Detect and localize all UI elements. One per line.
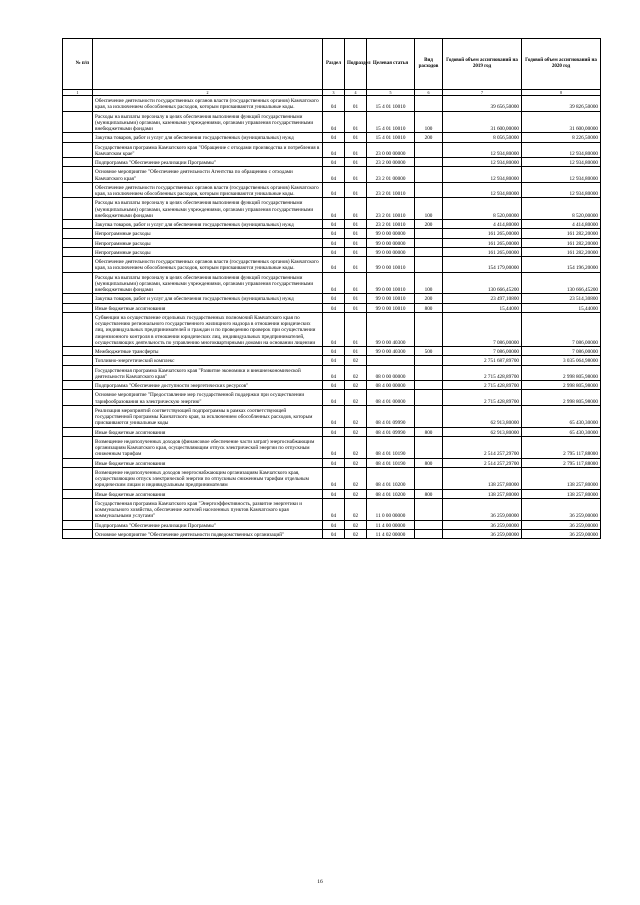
table-row xyxy=(63,133,601,142)
row-subsection-cell: 02 xyxy=(345,427,367,436)
row-2020-cell: 7 086,00000 xyxy=(522,347,601,356)
table-row xyxy=(63,142,601,158)
row-index-cell xyxy=(63,381,93,390)
row-index-cell xyxy=(63,229,93,238)
row-name-cell: Иные бюджетные ассигнования xyxy=(93,489,323,498)
row-subsection-cell: 01 xyxy=(345,198,367,220)
table-row xyxy=(63,347,601,356)
row-name-cell: Иные бюджетные ассигнования xyxy=(93,427,323,436)
row-index-cell xyxy=(63,356,93,365)
row-name-cell: Возмещение недополученных доходов (финансовое обеспечение части затрат) энергоснабжающим организациям Камчатского края, осуществляющим отпуск электрической энергии по отпускным сниженным тарифам xyxy=(93,436,323,458)
row-expense-type-cell xyxy=(415,238,443,247)
row-2020-cell: 138 257,80000 xyxy=(522,467,601,489)
row-section-cell: 04 xyxy=(323,96,345,112)
row-section-cell: 04 xyxy=(323,427,345,436)
row-target-cell: 15 4 01 10010 xyxy=(367,111,415,133)
row-subsection-cell: 02 xyxy=(345,365,367,381)
row-subsection-cell: 01 xyxy=(345,229,367,238)
row-expense-type-cell xyxy=(415,167,443,183)
row-expense-type-cell: 100 xyxy=(415,272,443,294)
row-index-cell xyxy=(63,111,93,133)
row-section-cell: 04 xyxy=(323,529,345,538)
row-2020-cell: 12 934,80000 xyxy=(522,182,601,198)
row-subsection-cell: 02 xyxy=(345,489,367,498)
row-2019-cell: 39 656,50000 xyxy=(443,96,522,112)
row-2020-cell: 8 520,00000 xyxy=(522,198,601,220)
column-number: 2 xyxy=(93,90,323,96)
row-2019-cell: 12 934,80000 xyxy=(443,167,522,183)
row-target-cell: 23 2 01 10010 xyxy=(367,220,415,229)
row-index-cell xyxy=(63,96,93,112)
row-section-cell: 04 xyxy=(323,458,345,467)
row-expense-type-cell xyxy=(415,529,443,538)
row-section-cell: 04 xyxy=(323,312,345,346)
row-expense-type-cell xyxy=(415,158,443,167)
row-expense-type-cell xyxy=(415,356,443,365)
row-subsection-cell: 02 xyxy=(345,436,367,458)
row-index-cell xyxy=(63,489,93,498)
row-index-cell xyxy=(63,133,93,142)
row-2019-cell: 138 257,80000 xyxy=(443,489,522,498)
row-subsection-cell: 01 xyxy=(345,247,367,256)
row-2019-cell: 15,44000 xyxy=(443,303,522,312)
row-name-cell: Возмещение недополученных доходов энергоснабжающим организациям Камчатского края, осуществляющим отпуск электрической энергии по отпускным сниженным тарифам отдельным юридическим лицам и индивидуальным предпринимателям xyxy=(93,467,323,489)
row-target-cell: 11 4 02 00000 xyxy=(367,529,415,538)
row-expense-type-cell xyxy=(415,142,443,158)
row-subsection-cell: 01 xyxy=(345,272,367,294)
row-section-cell: 04 xyxy=(323,489,345,498)
row-subsection-cell: 02 xyxy=(345,520,367,529)
row-index-cell xyxy=(63,198,93,220)
column-number: 6 xyxy=(415,90,443,96)
row-section-cell: 04 xyxy=(323,294,345,303)
row-expense-type-cell xyxy=(415,229,443,238)
row-subsection-cell: 01 xyxy=(345,167,367,183)
row-name-cell: Расходы на выплаты персоналу в целях обеспечения выполнения функций государственными (муниципальными) органами, казенными учреждениями, органами управления государственными внебюджетными фондами xyxy=(93,198,323,220)
row-expense-type-cell: 800 xyxy=(415,303,443,312)
row-index-cell xyxy=(63,312,93,346)
row-2019-cell: 161 265,00000 xyxy=(443,247,522,256)
row-2019-cell: 36 259,00000 xyxy=(443,529,522,538)
table-row xyxy=(63,365,601,381)
row-subsection-cell: 01 xyxy=(345,294,367,303)
row-expense-type-cell xyxy=(415,436,443,458)
row-target-cell: 99 0 00 10010 xyxy=(367,257,415,273)
row-2020-cell: 36 259,00000 xyxy=(522,498,601,520)
table-row xyxy=(63,356,601,365)
row-index-cell xyxy=(63,247,93,256)
row-2020-cell: 23 514,30800 xyxy=(522,294,601,303)
row-2019-cell: 2 751 687,89700 xyxy=(443,356,522,365)
table-row xyxy=(63,458,601,467)
row-name-cell: Основное мероприятие "Предоставление мер государственной поддержки при осуществлении тарифообразования на электрическую энергию" xyxy=(93,390,323,406)
row-expense-type-cell: 100 xyxy=(415,111,443,133)
column-number: 8 xyxy=(522,90,601,96)
row-2020-cell: 31 600,00000 xyxy=(522,111,601,133)
row-expense-type-cell xyxy=(415,247,443,256)
row-2019-cell: 2 715 428,89700 xyxy=(443,381,522,390)
row-2019-cell: 130 666,45200 xyxy=(443,272,522,294)
header-index: № п/п xyxy=(63,39,93,90)
row-2019-cell: 7 086,00000 xyxy=(443,347,522,356)
table-row xyxy=(63,294,601,303)
row-2020-cell: 15,44000 xyxy=(522,303,601,312)
row-section-cell: 04 xyxy=(323,257,345,273)
header-section: Раздел xyxy=(323,39,345,90)
row-index-cell xyxy=(63,427,93,436)
row-index-cell xyxy=(63,294,93,303)
table-row xyxy=(63,111,601,133)
row-2020-cell: 12 934,80000 xyxy=(522,142,601,158)
row-target-cell: 23 2 00 00000 xyxy=(367,158,415,167)
row-name-cell: Иные бюджетные ассигнования xyxy=(93,303,323,312)
row-target-cell: 99 0 00 40300 xyxy=(367,347,415,356)
row-subsection-cell: 02 xyxy=(345,467,367,489)
table-row xyxy=(63,247,601,256)
row-target-cell: 99 0 00 00000 xyxy=(367,229,415,238)
row-2019-cell: 161 265,00000 xyxy=(443,238,522,247)
row-target-cell: 08 4 01 10190 xyxy=(367,458,415,467)
row-section-cell: 04 xyxy=(323,247,345,256)
row-name-cell: Закупка товаров, работ и услуг для обеспечения государственных (муниципальных) нужд xyxy=(93,294,323,303)
row-2019-cell: 12 934,80000 xyxy=(443,142,522,158)
row-index-cell xyxy=(63,142,93,158)
row-expense-type-cell xyxy=(415,257,443,273)
header-name xyxy=(93,39,323,90)
row-target-cell: 08 4 01 00000 xyxy=(367,390,415,406)
row-2020-cell: 7 086,00000 xyxy=(522,312,601,346)
row-index-cell xyxy=(63,529,93,538)
row-2019-cell: 12 934,80000 xyxy=(443,158,522,167)
row-subsection-cell: 01 xyxy=(345,96,367,112)
row-expense-type-cell: 800 xyxy=(415,489,443,498)
row-expense-type-cell xyxy=(415,498,443,520)
row-expense-type-cell: 800 xyxy=(415,458,443,467)
row-2019-cell: 2 715 428,89700 xyxy=(443,390,522,406)
row-index-cell xyxy=(63,220,93,229)
row-subsection-cell: 01 xyxy=(345,220,367,229)
row-subsection-cell: 02 xyxy=(345,498,367,520)
row-2020-cell: 2 795 117,88000 xyxy=(522,458,601,467)
row-section-cell: 04 xyxy=(323,303,345,312)
table-row xyxy=(63,520,601,529)
row-subsection-cell: 01 xyxy=(345,347,367,356)
row-name-cell: Межбюджетные трансферты xyxy=(93,347,323,356)
column-number: 1 xyxy=(63,90,93,96)
row-index-cell xyxy=(63,303,93,312)
row-2019-cell: 31 600,00000 xyxy=(443,111,522,133)
column-number: 7 xyxy=(443,90,522,96)
row-target-cell: 99 0 00 40300 xyxy=(367,312,415,346)
row-2019-cell: 36 259,00000 xyxy=(443,498,522,520)
row-section-cell: 04 xyxy=(323,158,345,167)
row-name-cell: Непрограммные расходы xyxy=(93,238,323,247)
row-2019-cell: 2 514 257,29700 xyxy=(443,458,522,467)
row-expense-type-cell xyxy=(415,390,443,406)
row-subsection-cell: 01 xyxy=(345,182,367,198)
table-row xyxy=(63,405,601,427)
row-target-cell xyxy=(367,356,415,365)
row-target-cell: 11 4 00 00000 xyxy=(367,520,415,529)
row-name-cell: Основное мероприятие "Обеспечение деятельности подведомственных организаций" xyxy=(93,529,323,538)
header-vol-2020: Годовой объем ассигнований на 2020 год xyxy=(522,39,601,90)
row-2019-cell: 36 259,00000 xyxy=(443,520,522,529)
row-index-cell xyxy=(63,182,93,198)
row-2020-cell: 12 934,80000 xyxy=(522,158,601,167)
table-row xyxy=(63,498,601,520)
row-index-cell xyxy=(63,238,93,247)
row-section-cell: 04 xyxy=(323,167,345,183)
row-name-cell: Закупка товаров, работ и услуг для обеспечения государственных (муниципальных) нужд xyxy=(93,133,323,142)
table-row xyxy=(63,198,601,220)
row-2020-cell: 2 998 805,98000 xyxy=(522,390,601,406)
table-row xyxy=(63,182,601,198)
column-number: 4 xyxy=(345,90,367,96)
row-2020-cell: 4 414,80000 xyxy=(522,220,601,229)
row-index-cell xyxy=(63,158,93,167)
row-2019-cell: 62 913,80000 xyxy=(443,405,522,427)
row-2020-cell: 65 430,30000 xyxy=(522,427,601,436)
row-expense-type-cell xyxy=(415,312,443,346)
row-target-cell: 15 4 01 10010 xyxy=(367,133,415,142)
row-subsection-cell: 01 xyxy=(345,142,367,158)
row-target-cell: 11 0 00 00000 xyxy=(367,498,415,520)
row-index-cell xyxy=(63,365,93,381)
row-2020-cell: 161 282,20000 xyxy=(522,238,601,247)
row-2020-cell: 138 257,80000 xyxy=(522,489,601,498)
row-name-cell: Непрограммные расходы xyxy=(93,247,323,256)
row-subsection-cell: 02 xyxy=(345,529,367,538)
row-section-cell: 04 xyxy=(323,182,345,198)
row-target-cell: 15 4 01 10010 xyxy=(367,96,415,112)
row-2020-cell: 2 998 805,98000 xyxy=(522,381,601,390)
row-2019-cell: 12 934,80000 xyxy=(443,182,522,198)
row-subsection-cell: 02 xyxy=(345,405,367,427)
row-subsection-cell: 01 xyxy=(345,111,367,133)
row-index-cell xyxy=(63,390,93,406)
header-vol-2019: Годовой объем ассигнований на 2019 год xyxy=(443,39,522,90)
table-row xyxy=(63,381,601,390)
table-row xyxy=(63,427,601,436)
row-expense-type-cell: 500 xyxy=(415,347,443,356)
row-name-cell: Государственная программа Камчатского края "Развитие экономики и внешнеэкономической деятельности Камчатского края" xyxy=(93,365,323,381)
row-section-cell: 04 xyxy=(323,111,345,133)
row-2020-cell: 12 934,80000 xyxy=(522,167,601,183)
table-row xyxy=(63,257,601,273)
row-2019-cell: 2 715 428,89700 xyxy=(443,365,522,381)
row-expense-type-cell xyxy=(415,381,443,390)
row-2019-cell: 4 414,80000 xyxy=(443,220,522,229)
row-2019-cell: 7 086,00000 xyxy=(443,312,522,346)
row-subsection-cell: 01 xyxy=(345,238,367,247)
table-row xyxy=(63,272,601,294)
header-expense-type: Вид расходов xyxy=(415,39,443,90)
row-name-cell: Обеспечение деятельности государственных органов власти (государственных органов) Камчатского края, за исключением обособленных расходов, которым присваиваются уникальные коды. xyxy=(93,96,323,112)
row-target-cell: 08 4 01 10190 xyxy=(367,436,415,458)
table-row xyxy=(63,312,601,346)
row-name-cell: Государственная программа Камчатского края "Энергоэффективность, развитие энергетики и коммунального хозяйства, обеспечение жителей населенных пунктов Камчатского края коммунальными услугами" xyxy=(93,498,323,520)
row-index-cell xyxy=(63,257,93,273)
table-row xyxy=(63,529,601,538)
row-2020-cell: 2 998 805,98000 xyxy=(522,365,601,381)
row-section-cell: 04 xyxy=(323,498,345,520)
row-2019-cell: 161 265,00000 xyxy=(443,229,522,238)
row-expense-type-cell xyxy=(415,365,443,381)
row-2019-cell: 8 056,50000 xyxy=(443,133,522,142)
table-row xyxy=(63,303,601,312)
row-expense-type-cell xyxy=(415,96,443,112)
row-name-cell: Реализация мероприятий соответствующей подпрограммы в рамках соответствующей государственной программы Камчатского края, за исключением обособленных расходов, которым присваиваются уникальные коды xyxy=(93,405,323,427)
row-target-cell: 23 2 01 10010 xyxy=(367,198,415,220)
row-subsection-cell: 02 xyxy=(345,390,367,406)
row-index-cell xyxy=(63,467,93,489)
row-2020-cell: 36 259,00000 xyxy=(522,529,601,538)
row-index-cell xyxy=(63,520,93,529)
row-2019-cell: 8 520,00000 xyxy=(443,198,522,220)
row-name-cell: Обеспечение деятельности государственных органов власти (государственных органов) Камчатского края, за исключением обособленных расходов, которым присваиваются уникальные коды. xyxy=(93,182,323,198)
row-target-cell: 08 4 01 09990 xyxy=(367,427,415,436)
row-subsection-cell: 02 xyxy=(345,458,367,467)
row-name-cell: Непрограммные расходы xyxy=(93,229,323,238)
row-expense-type-cell: 800 xyxy=(415,427,443,436)
row-2020-cell: 3 035 064,98000 xyxy=(522,356,601,365)
table-row xyxy=(63,220,601,229)
row-index-cell xyxy=(63,347,93,356)
row-target-cell: 08 4 00 00000 xyxy=(367,381,415,390)
row-expense-type-cell: 200 xyxy=(415,220,443,229)
row-section-cell: 04 xyxy=(323,520,345,529)
table-row xyxy=(63,238,601,247)
row-name-cell: Обеспечение деятельности государственных органов власти (государственных органов) Камчатского края, за исключением обособленных расходов, которым присваиваются уникальные коды. xyxy=(93,257,323,273)
row-expense-type-cell: 200 xyxy=(415,294,443,303)
row-target-cell: 23 2 01 00000 xyxy=(367,167,415,183)
row-2019-cell: 138 257,80000 xyxy=(443,467,522,489)
row-section-cell: 04 xyxy=(323,381,345,390)
row-2020-cell: 39 826,50000 xyxy=(522,96,601,112)
row-target-cell: 23 0 00 00000 xyxy=(367,142,415,158)
table-body xyxy=(63,39,601,539)
budget-table xyxy=(62,38,601,539)
table-row xyxy=(63,158,601,167)
row-2020-cell: 36 259,00000 xyxy=(522,520,601,529)
row-2020-cell: 130 666,45200 xyxy=(522,272,601,294)
table-header-row xyxy=(63,39,601,90)
row-2020-cell: 161 282,20000 xyxy=(522,247,601,256)
row-target-cell: 99 0 00 10010 xyxy=(367,294,415,303)
column-number: 3 xyxy=(323,90,345,96)
table-row xyxy=(63,436,601,458)
row-section-cell: 04 xyxy=(323,133,345,142)
row-2020-cell: 2 795 117,88000 xyxy=(522,436,601,458)
row-name-cell: Топливно-энергетический комплекс xyxy=(93,356,323,365)
page-number: 16 xyxy=(317,879,323,885)
row-index-cell xyxy=(63,498,93,520)
row-target-cell: 08 4 01 10200 xyxy=(367,489,415,498)
row-2019-cell: 23 497,10800 xyxy=(443,294,522,303)
row-target-cell: 23 2 01 10010 xyxy=(367,182,415,198)
row-index-cell xyxy=(63,167,93,183)
row-target-cell: 99 0 00 00000 xyxy=(367,247,415,256)
row-section-cell: 04 xyxy=(323,347,345,356)
row-subsection-cell: 01 xyxy=(345,133,367,142)
row-index-cell xyxy=(63,405,93,427)
row-name-cell: Иные бюджетные ассигнования xyxy=(93,458,323,467)
row-index-cell xyxy=(63,272,93,294)
row-name-cell: Подпрограмма "Обеспечение реализации Программы" xyxy=(93,158,323,167)
row-2020-cell: 65 430,30000 xyxy=(522,405,601,427)
row-subsection-cell: 01 xyxy=(345,312,367,346)
row-section-cell: 04 xyxy=(323,405,345,427)
row-subsection-cell: 01 xyxy=(345,158,367,167)
row-section-cell: 04 xyxy=(323,220,345,229)
row-section-cell: 04 xyxy=(323,436,345,458)
row-name-cell: Расходы на выплаты персоналу в целях обеспечения выполнения функций государственными (муниципальными) органами, казенными учреждениями, органами управления государственными внебюджетными фондами xyxy=(93,272,323,294)
row-index-cell xyxy=(63,458,93,467)
table-row xyxy=(63,96,601,112)
row-section-cell: 04 xyxy=(323,390,345,406)
row-name-cell: Субвенции на осуществление отдельных государственных полномочий Камчатского края по осуществлению регионального государственного жилищного надзора в отношении юридических лиц, индивидуальных предпринимателей и граждан и по проведению проверок при осуществлении лицензионного контроля в отношении юридических лиц, индивидуальных предпринимателей, осуществляющих деятельность по управлению многоквартирными домами на основании лицензии xyxy=(93,312,323,346)
row-target-cell: 08 4 01 10200 xyxy=(367,467,415,489)
row-section-cell: 04 xyxy=(323,365,345,381)
row-expense-type-cell xyxy=(415,405,443,427)
row-section-cell: 04 xyxy=(323,272,345,294)
row-target-cell: 08 0 00 00000 xyxy=(367,365,415,381)
row-name-cell: Закупка товаров, работ и услуг для обеспечения государственных (муниципальных) нужд xyxy=(93,220,323,229)
row-expense-type-cell: 100 xyxy=(415,198,443,220)
row-2019-cell: 154 179,00000 xyxy=(443,257,522,273)
row-subsection-cell: 02 xyxy=(345,356,367,365)
row-index-cell xyxy=(63,436,93,458)
row-section-cell: 04 xyxy=(323,229,345,238)
row-2019-cell: 62 913,80000 xyxy=(443,427,522,436)
row-target-cell: 99 0 00 10010 xyxy=(367,303,415,312)
row-subsection-cell: 02 xyxy=(345,381,367,390)
row-name-cell: Основное мероприятие "Обеспечение деятельности Агентства по обращению с отходами Камчатского края" xyxy=(93,167,323,183)
row-expense-type-cell xyxy=(415,467,443,489)
row-2019-cell: 2 514 257,29700 xyxy=(443,436,522,458)
row-2020-cell: 161 282,20000 xyxy=(522,229,601,238)
column-number: 5 xyxy=(367,90,415,96)
table-row xyxy=(63,467,601,489)
row-name-cell: Подпрограмма "Обеспечение доступности энергетических ресурсов" xyxy=(93,381,323,390)
row-section-cell: 04 xyxy=(323,142,345,158)
row-name-cell: Подпрограмма "Обеспечение реализации Программы" xyxy=(93,520,323,529)
row-2020-cell: 154 196,20000 xyxy=(522,257,601,273)
row-expense-type-cell xyxy=(415,520,443,529)
header-target: Целевая статья xyxy=(367,39,415,90)
row-section-cell: 04 xyxy=(323,467,345,489)
row-2020-cell: 8 226,50000 xyxy=(522,133,601,142)
row-target-cell: 08 4 01 09990 xyxy=(367,405,415,427)
row-section-cell: 04 xyxy=(323,198,345,220)
row-target-cell: 99 0 00 10010 xyxy=(367,272,415,294)
row-expense-type-cell: 200 xyxy=(415,133,443,142)
table-row xyxy=(63,229,601,238)
row-name-cell: Государственная программа Камчатского края "Обращение с отходами производства и потребления в Камчатском крае" xyxy=(93,142,323,158)
row-section-cell: 04 xyxy=(323,356,345,365)
table-row xyxy=(63,167,601,183)
row-target-cell: 99 0 00 00000 xyxy=(367,238,415,247)
table-row xyxy=(63,390,601,406)
table-row xyxy=(63,489,601,498)
row-section-cell: 04 xyxy=(323,238,345,247)
row-subsection-cell: 01 xyxy=(345,303,367,312)
row-expense-type-cell xyxy=(415,182,443,198)
row-name-cell: Расходы на выплаты персоналу в целях обеспечения выполнения функций государственными (муниципальными) органами, казенными учреждениями, органами управления государственными внебюджетными фондами xyxy=(93,111,323,133)
row-subsection-cell: 01 xyxy=(345,257,367,273)
header-subsection: Подраздел xyxy=(345,39,367,90)
